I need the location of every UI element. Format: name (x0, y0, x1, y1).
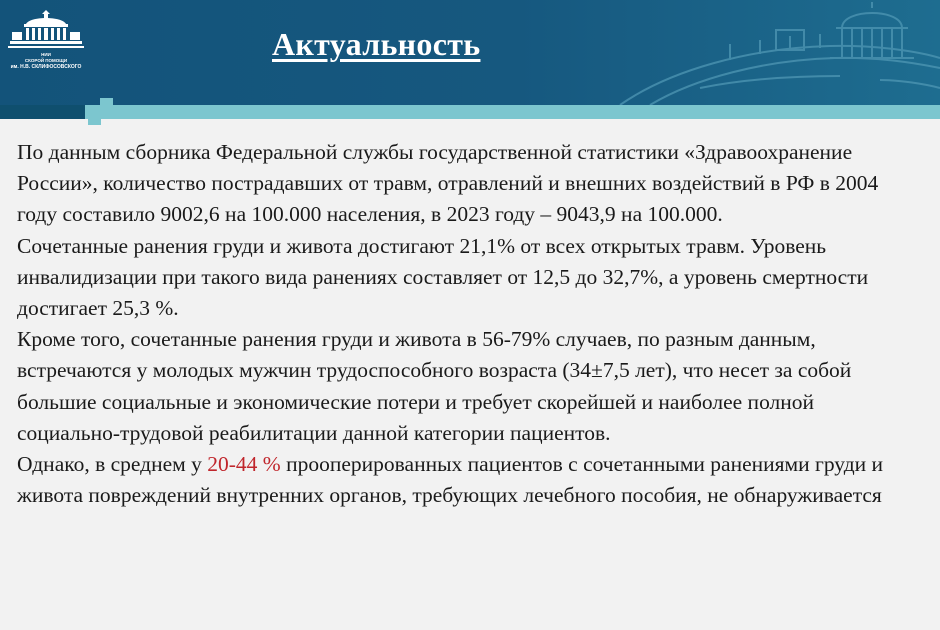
conclusion-text-before: Однако, в среднем у (17, 452, 208, 477)
logo-caption-line2: СКОРОЙ ПОМОЩИ (24, 58, 68, 63)
logo-caption-line3: им. Н.В. СКЛИФОСОВСКОГО (10, 64, 82, 70)
institute-logo (6, 6, 86, 86)
highlighted-percentage: 20-44 % (207, 452, 281, 477)
logo-caption-line1: НИИ (41, 52, 51, 57)
paragraph-statistics: По данным сборника Федеральной службы государственной статистики «Здравоохранение России», количество пострадавших от травм, отравлений и внешних воздействий в РФ в 2004 году составило 9002,6 на 100.000 населения, в 2023 году – 9043,9 на 100.000. (17, 140, 879, 227)
header-accent-band (0, 105, 940, 119)
accent-square-bottom (88, 112, 101, 125)
paragraph-conclusion (17, 449, 922, 511)
accent-square-top (100, 98, 113, 111)
paragraph-injury-rates: Сочетанные ранения груди и живота достигают 21,1% от всех открытых травм. Уровень инвалидизации при такого вида ранениях составляет от 12,5 до 32,7%, а уровень смертности достигает 25,3 %. (17, 233, 869, 321)
paragraph-demographics: Кроме того, сочетанные ранения груди и живота в 56-79% случаев, по разным данным, встречаются у молодых мужчин трудоспособного возраста (34±7,5 лет), что несет за собой большие социальные и экономические потери и требует скорейшей и наиболее полной социально-трудовой реабилитации данной категории пациентов. (17, 327, 852, 445)
conclusion-text-after: прооперированных пациентов с сочетанными ранениями груди и живота повреждений внутренних органов, требующих лечебного пособия, не обнаруживается (17, 452, 884, 508)
slide-header (0, 0, 940, 105)
slide-body (17, 137, 922, 511)
header-accent-dark-segment (0, 105, 85, 119)
building-outline-decoration (580, 0, 940, 105)
slide-title: Актуальность (272, 26, 481, 62)
